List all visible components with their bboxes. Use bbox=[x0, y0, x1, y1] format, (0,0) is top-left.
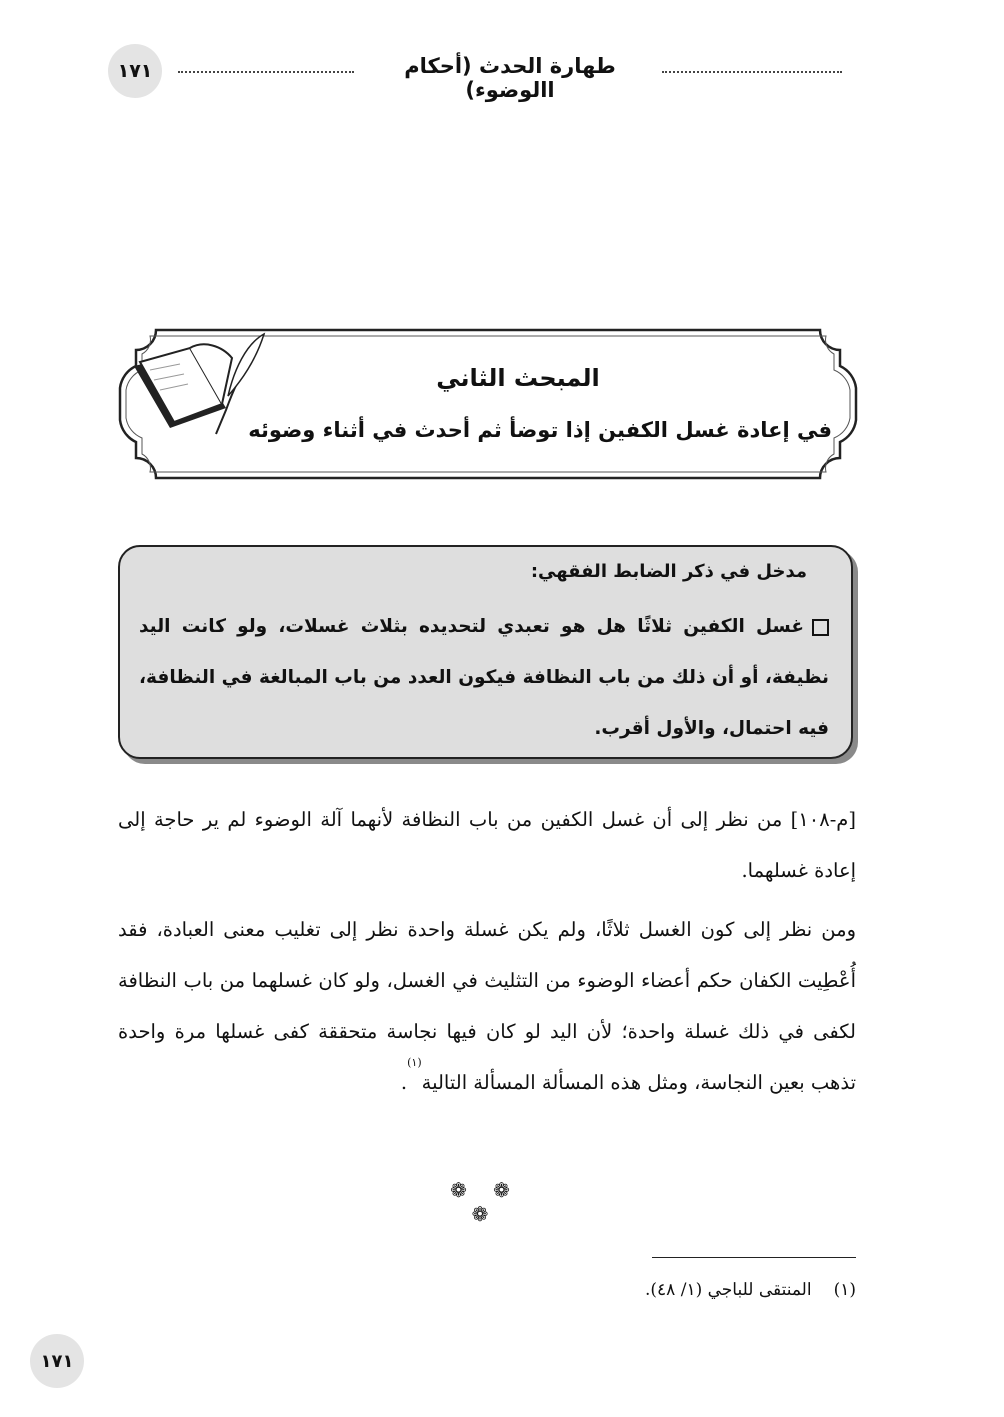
intro-text-block bbox=[139, 601, 829, 754]
footnote-ref[interactable]: (١) bbox=[407, 1056, 422, 1069]
footnote bbox=[456, 1280, 856, 1300]
page-number-top: ١٧١ bbox=[108, 44, 162, 98]
intro-heading: مدخل في ذكر الضابط الفقهي: bbox=[530, 561, 807, 582]
page-number-bottom: ١٧١ bbox=[30, 1334, 84, 1388]
footnote-number: (١) bbox=[833, 1280, 856, 1300]
header-dotted-rule-right bbox=[662, 71, 842, 73]
paragraph-1: [م-١٠٨] من نظر إلى أن غسل الكفين من باب النظافة لأنهما آلة الوضوء لم ير حاجة إلى إعادة غسلهما. bbox=[118, 808, 856, 882]
footnote-rule bbox=[652, 1257, 856, 1258]
paragraph-2-end: . bbox=[400, 1071, 408, 1094]
running-title: طهارة الحدث (أحكام االوضوء) bbox=[404, 54, 616, 102]
paragraph-2-text: ومن نظر إلى كون الغسل ثلاثًا، ولم يكن غسلة واحدة نظر إلى تغليب معنى العبادة، فقد أُعْطِيت الكفان حكم أعضاء الوضوء من التثليث في الغسل، ولو كان غسلهما من باب النظافة لكفى في ذلك غسلة واحدة؛ لأن اليد لو كان فيها نجاسة متحققة كفى غسلها مرة واحدة تذهب بعين النجاسة، ومثل هذه المسألة المسألة التالية bbox=[118, 918, 856, 1094]
header-dotted-rule-left bbox=[178, 71, 354, 73]
intro-box bbox=[118, 545, 853, 759]
checkbox-icon bbox=[812, 619, 829, 636]
section-subtitle: في إعادة غسل الكفين إذا توضأ ثم أحدث في أثناء وضوئه bbox=[248, 418, 832, 442]
section-title: المبحث الثاني bbox=[436, 364, 600, 392]
intro-text: غسل الكفين ثلاثًا هل هو تعبدي لتحديده بثلاث غسلات، ولو كانت اليد نظيفة، أو أن ذلك من باب النظافة فيكون العدد من باب المبالغة في النظافة، فيه احتمال، والأول أقرب. bbox=[139, 616, 829, 739]
footnote-text: المنتقى للباجي (١/ ٤٨). bbox=[644, 1280, 812, 1300]
chapter-banner bbox=[116, 326, 860, 482]
section-ornament: ❁ ❁ ❁ bbox=[450, 1178, 520, 1226]
paragraph-2 bbox=[118, 904, 856, 1108]
